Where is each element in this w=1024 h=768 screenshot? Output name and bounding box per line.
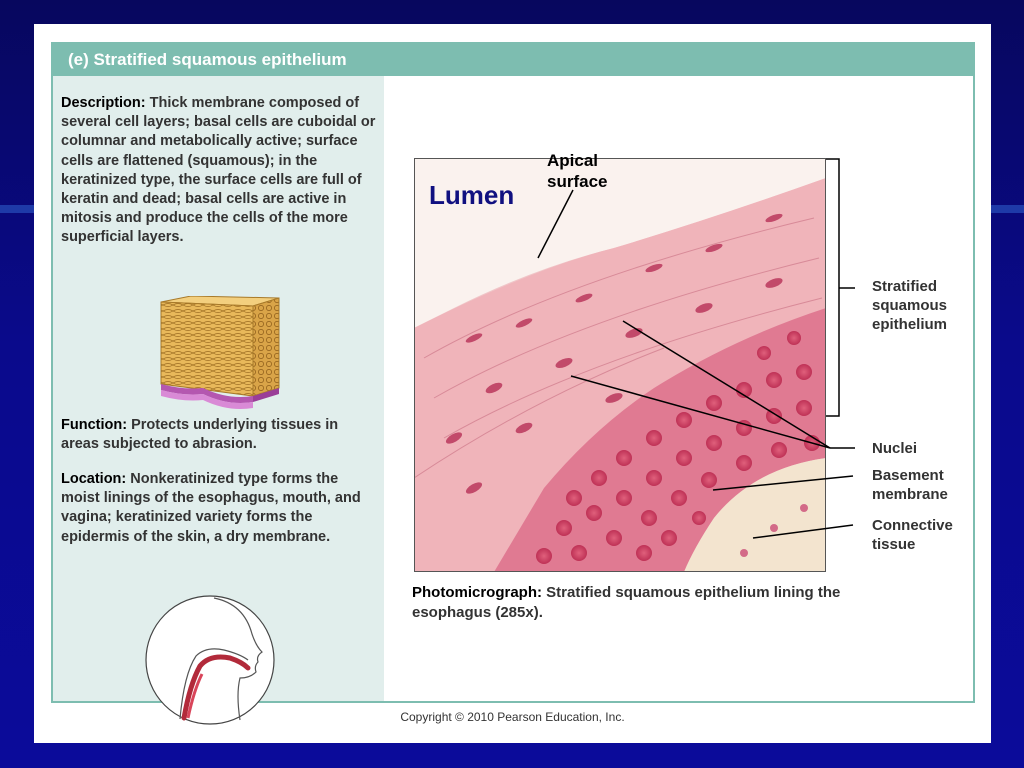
description-text: Thick membrane composed of several cell layers; basal cells are cuboidal or columnar and metabolically active; surface cells are flattened (squamous); in the keratinized type, the surface cells are full of keratin and dead; basal cells are active in mitosis and produce the cells of the more superficial layers. <box>61 95 376 246</box>
head-esophagus-illustration <box>144 594 276 726</box>
connective-label-line-2: tissue <box>872 536 916 553</box>
slide <box>34 24 991 743</box>
location-paragraph <box>61 470 379 547</box>
lumen-label: Lumen <box>429 180 515 210</box>
figure-panel <box>51 42 975 703</box>
basement-label-line-2: membrane <box>872 486 948 503</box>
description-column <box>53 76 384 701</box>
apical-surface-label <box>547 150 607 192</box>
basement-label-line-1: Basement <box>872 467 944 484</box>
connective-label-line-1: Connective <box>872 517 953 534</box>
connective-tissue-label <box>872 516 953 554</box>
panel-title: (e) Stratified squamous epithelium <box>53 44 973 76</box>
basement-membrane-label <box>872 466 948 504</box>
function-text: Protects underlying tissues in areas subjected to abrasion. <box>61 417 339 453</box>
epithelium-cube-illustration <box>153 296 285 414</box>
stratified-label-line-2: squamous <box>872 297 948 314</box>
photomicrograph <box>414 158 826 572</box>
location-text: Nonkeratinized type forms the moist linings of the esophagus, mouth, and vagina; keratinized variety forms the epidermis of the skin, a dry membrane. <box>61 471 361 545</box>
function-key: Function: <box>61 417 128 433</box>
function-paragraph <box>61 416 379 454</box>
copyright-notice: Copyright © 2010 Pearson Education, Inc. <box>400 710 625 724</box>
description-key: Description: <box>61 95 146 111</box>
description-paragraph <box>61 94 379 248</box>
apical-label-line-1: Apical <box>547 151 599 170</box>
photomicrograph-caption <box>412 583 862 623</box>
apical-label-line-2: surface <box>547 172 608 191</box>
caption-key: Photomicrograph: <box>412 584 542 601</box>
stratified-label-line-1: Stratified <box>872 278 938 295</box>
location-key: Location: <box>61 471 127 487</box>
stratified-squamous-epithelium-label <box>872 277 947 334</box>
nuclei-label: Nuclei <box>872 440 918 457</box>
caption-text: Stratified squamous epithelium lining the esophagus (285x). <box>412 584 841 621</box>
stratified-label-line-3: epithelium <box>872 316 948 333</box>
